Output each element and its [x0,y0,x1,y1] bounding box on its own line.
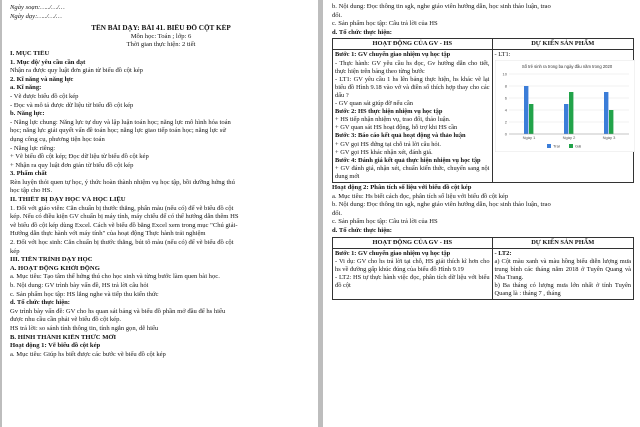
text-line: III. TIẾN TRÌNH DẠY HỌC [10,256,93,264]
legend-label: Gái [574,143,581,149]
text-line: + GV đánh giá, nhận xét, chuẩn kiến thức, chuyển sang nội dung mới [335,164,490,180]
text-line: + GV gọi HS đứng tại chỗ trả lời câu hỏi. [335,140,441,148]
text-line: 2. Đối với học sinh: Căn chuẩn bị thước thẳng, bút tô màu (nếu có) để vẽ biểu đồ cột [10,239,234,247]
activity1-table [332,38,634,183]
text-line: Hoạt động 1: Vẽ biểu đồ cột kép [10,342,101,350]
text-line: Hoạt động 2: Phân tích số liệu với biểu đồ cột kép [332,183,472,191]
text-line: đổi. [332,11,343,19]
text-line: - Năng lực riêng: [10,144,56,152]
lt1-label: - LT1: [494,51,511,59]
text-line: b. Nội dung: Đọc thông tin sgk, nghe giáo viên hướng dẫn, học sinh thảo luận, trao [332,201,551,209]
text-line: - Vẽ được biểu đồ cột kép [10,92,79,100]
text-line: Gv trình bày vấn đề: GV cho hs quan sát bảng và biểu đồ phần mở đầu để hs hiểu [10,307,226,315]
text-line: + Vẽ biểu đồ cột kép; Đọc dữ liệu từ biểu đồ cột kép [10,153,149,161]
text-line: - Đọc và mô tả được dữ liệu từ biểu đồ cột kép [10,101,134,109]
text-line: Bước 1: GV chuyển giao nhiệm vụ học tập [335,249,451,257]
text-line: - LT2: [494,249,512,257]
text-line: + GV quan sát HS hoạt động, hỗ trợ khi HS cần [335,124,458,132]
text-line: Nhận ra được quy luật đơn giản từ biểu đồ cột kép [10,67,143,75]
y-tick-label: 6 [504,95,507,101]
text-line: d. Tổ chức thực hiện: [332,28,392,36]
text-line: Bước 3: Báo cáo kết quả hoạt động và thảo luận [335,132,466,140]
x-tick-label: Ngày 2 [562,134,575,140]
date-line: Ngày dạy:…../…/… [10,12,62,20]
text-line: - LT1: GV yêu cầu 1 hs lên bảng thực hiện, hs khác vẽ lại biểu đồ Hình 9.18 vào vở và điền số thích hợp thay cho các dấu ? [335,75,490,99]
text-line: c. Sản phẩm học tập: Câu trả lời của HS [332,218,438,226]
text-line: - Thực hành: GV yêu cầu hs đọc, Gv hướng dẫn cho tiết, thực hiện trên bảng theo từng bước [335,59,490,75]
x-tick-label: Ngày 3 [602,134,615,140]
table2-header-activities: HOẠT ĐỘNG CỦA GV - HS [333,237,493,248]
bar-chart [495,60,635,152]
text-line: b. Nội dung: GV trình bày vấn đề, HS trả lời câu hỏi [10,282,149,289]
text-line: - GV quan sát giúp đỡ nếu cần [335,100,413,108]
text-line: Rèn luyện thói quen tự học, ý thức hoàn thành nhiệm vụ học tập, bồi dưỡng hứng thú [10,178,235,186]
text-line: II. THIẾT BỊ DẠY HỌC VÀ HỌC LIỆU [10,196,126,204]
text-line: kép. Nếu có điều kiện GV chuẩn bị máy tính, máy chiếu để có thể hướng dẫn thêm HS [10,213,239,221]
text-line: Hướng dẫn thực hành với máy tính" của hoạt động Thực hành trải nghiệm [10,230,206,238]
lesson-title: TÊN BÀI DẠY: BÀI 41. BIỂU ĐỒ CỘT KÉP [91,24,231,33]
text-line: d. Tổ chức thực hiện: [332,226,392,234]
header-dates [10,4,312,21]
bar [529,104,533,134]
text-line: vẽ biểu đồ cột kép dùng Excel. Cách vẽ biểu đồ bằng Excel xem trong mục "Chú giải- [10,221,238,229]
text-line: HS trả lời: so sánh tính thông tin, tính ngắn gọn, dễ hiểu [10,324,159,332]
y-tick-label: 4 [504,107,507,113]
text-line: c. Sản phẩm học tập: HS lắng nghe và tiếp thu kiến thức [10,290,159,298]
text-line: dụng công cụ, phương tiện học toán [10,135,105,143]
y-tick-label: 2 [504,119,507,125]
bar [524,86,528,134]
table1-header-products: DỰ KIẾN SẢN PHẨM [492,39,633,50]
subject-line: Môn học: Toán ; lớp: 6 [130,32,192,40]
y-tick-label: 10 [502,71,507,77]
activity2-table [332,237,634,301]
text-line: học; năng lực giải quyết vấn đề toán học; năng lực giao tiếp toán học; năng lực sử [10,127,226,135]
right-page [323,0,640,427]
bar [569,92,573,134]
text-line: kép [10,247,20,255]
text-line: đổi. [332,209,343,217]
chart-title: Số trẻ sinh ra trong ba ngày đầu năm trong 2020 [521,63,612,69]
text-line: được nhu cầu cần phải vẽ biểu đồ cột kép. [10,316,122,324]
bar [604,92,608,134]
table1-activities-cell [333,50,493,183]
text-line: a. Mục tiêu: Hs biết cách đọc, phân tích số liệu với biểu đồ cột kép [332,192,509,200]
bar [564,104,568,134]
x-tick-label: Ngày 1 [522,134,535,140]
table1-header-activities: HOẠT ĐỘNG CỦA GV - HS [333,39,493,50]
y-tick-label: 8 [504,83,507,89]
text-line: b. Nội dung: Đọc thông tin sgk, nghe giáo viên hướng dẫn, học sinh thảo luận, trao [332,3,551,10]
y-tick-label: 0 [504,131,507,137]
text-line: a) Cột màu xanh và màu hồng biểu diễn lượng mưa trung bình các tháng năm 2018 ở Tuyên Quang và Nha Trang. [494,257,631,281]
text-line: + GV gọi HS khác nhận xét, đánh giá. [335,148,433,156]
text-line: học tập cho HS. [10,187,53,195]
table2-header-products: DỰ KIẾN SẢN PHẨM [492,237,633,248]
legend-label: Trai [552,143,560,149]
table1-products-cell [492,50,633,183]
legend-swatch [547,144,551,148]
duration-line: Thời gian thực hiện: 2 tiết [126,41,196,49]
text-line: + HS tiếp nhận nhiệm vụ, trao đổi, thảo luận. [335,116,451,124]
activity1-intro [332,3,634,37]
text-line: - Vi dụ: GV cho hs trả lời tại chỗ, HS giải thích kĩ hơn cho hs về đường gấp khúc đúng của biểu đồ Hình 9.19 [335,257,490,273]
text-line: A. HOẠT ĐỘNG KHỞI ĐỘNG [10,264,100,272]
text-line: d. Tổ chức thực hiện: [10,299,70,307]
text-line: - LT2: HS tự thực hành việc đọc, phân tích dữ liệu với biểu đồ cột [335,273,490,289]
text-line: b) Ba tháng có lượng mưa lớn nhất ở tỉnh Tuyên Quang là : tháng 7 , tháng [494,282,631,298]
text-line: a. Mục tiêu: Giúp hs biết được các bước vẽ biểu đồ cột kép [10,350,166,358]
text-line: 3. Phẩm chất [10,170,47,178]
left-page [2,0,318,427]
text-line: a. Kĩ năng: [10,84,42,92]
text-line: Bước 1: GV chuyển giao nhiệm vụ học tập [335,51,451,59]
text-line: - Năng lực chung: Năng lực tự duy và lập luận toán học; năng lực mô hình hóa toán [10,118,231,126]
text-line: B. HÌNH THÀNH KIẾN THỨC MỚI [10,333,117,341]
date-line: Ngày soạn:…../…/… [10,4,65,11]
legend-swatch [569,144,573,148]
text-line: Bước 2: HS thực hiện nhiệm vụ học tập [335,108,443,116]
bar [609,110,613,134]
text-line: a. Mục tiêu: Tạo tâm thế hứng thú cho học sinh và từng bước làm quen bài học. [10,273,220,281]
text-line: 1. Đối với giáo viên: Căn chuẩn bị thước thẳng, phấn màu (nếu có) để vẽ biểu đồ cột [10,204,234,212]
text-line: 1. Mục độ/ yêu cầu cần đạt [10,58,86,66]
text-line: + Nhận ra quy luật đơn giản từ biểu đồ cột kép [10,161,134,169]
table2-activities-cell [333,248,493,300]
text-line: c. Sản phẩm học tập: Câu trả lời của HS [332,20,438,28]
text-line: Bước 4: Đánh giá kết quả thực hiện nhiệm vụ học tập [335,156,481,164]
text-line: I. MỤC TIÊU [10,49,50,57]
text-line: 2. Kĩ năng và năng lực [10,75,74,83]
activity2-intro [332,184,634,236]
text-line: b. Năng lực: [10,110,45,118]
lesson-body [10,50,312,359]
table2-products-cell [492,248,633,300]
